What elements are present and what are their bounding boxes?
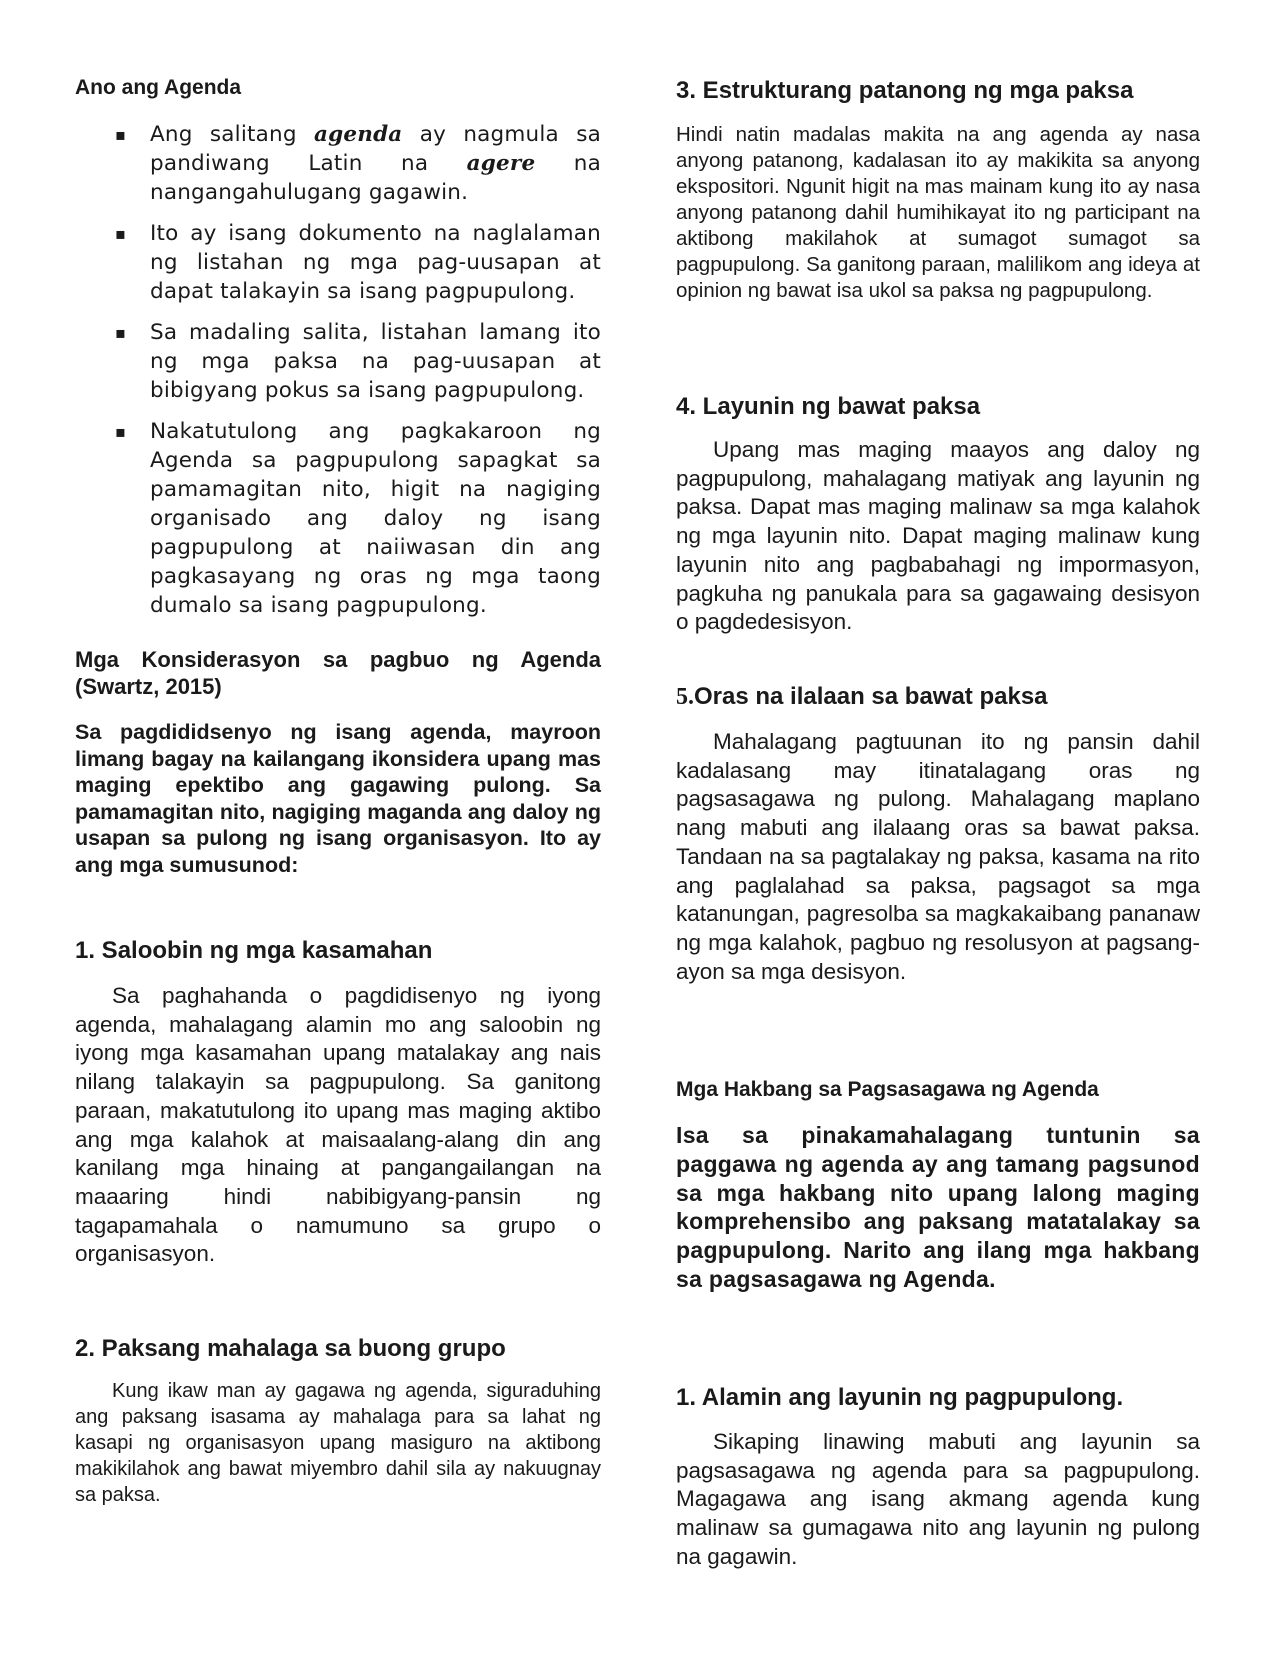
section-1-body: Sa paghahanda o pagdidisenyo ng iyong agenda, mahalagang alamin mo ang saloobin ng iyong mga kasamahan upang matalakay ang nais nilang talakayin sa pagpupulong. Sa ganitong paraan, makatutulong ito upang mas maging aktibo ang mga kalahok at maisaalang-alang din ang kanilang mga hinaing at pangangailangan na maaaring hindi nabibigyang-pansin ng tagapamahala o namumuno sa grupo o organisasyon. [75, 983, 601, 1267]
section-5-body: Mahalagang pagtuunan ito ng pansin dahil kadalasang may itinatalagang oras ng pagsasagawa ng pulong. Mahalagang maplano nang mabuti ang ilalaang oras sa bawat paksa. Tandaan na sa pagtalakay ng paksa, kasama na rito ang paglalahad sa paksa, pagsagot sa mga katanungan, pagresolba sa magkakaibang pananaw ng mga kalahok, pagbuo ng resolusyon at pagsang-ayon sa mga desisyon. [676, 729, 1200, 984]
section-1-heading: 1. Saloobin ng mga kasamahan [75, 937, 433, 964]
step-1-body: Sikaping linawing mabuti ang layunin sa pagsasagawa ng agenda para sa pagpupulong. Magagawa ang isang akmang agenda kung malinaw sa gumagawa nito ang layunin ng pulong na gagawin. [676, 1429, 1200, 1569]
bullet-marker: ▪ [115, 422, 127, 441]
section-4-heading: 4. Layunin ng bawat paksa [676, 393, 981, 420]
bullet-item [75, 120, 601, 207]
section-5-heading [676, 682, 1200, 712]
section-3-heading: 3. Estrukturang patanong ng mga paksa [676, 77, 1134, 104]
bullet-marker: ▪ [115, 224, 127, 243]
definition-bullet-list [75, 120, 601, 632]
section-2-body: Kung ikaw man ay gagawa ng agenda, siguraduhing ang paksang isasama ay mahalaga para sa lahat ng kasapi ng organisasyon upang masiguro na aktibong makikilahok ang bawat miyembro dahil sila ay nakuugnay sa paksa. [75, 1380, 601, 1506]
considerations-intro: Sa pagdididsenyo ng isang agenda, mayroon limang bagay na kailangang ikonsidera upang mas maging epektibo ang gagawing pulong. Sa pamamagitan nito, nagiging maganda ang daloy ng usapan sa pulong ng isang organisasyon. Ito ay ang mga sumusunod: [75, 720, 601, 877]
bullet-text: Ito ay isang dokumento na naglalaman ng listahan ng mga pag-uusapan at dapat talakayin sa isang pagpupulong. [150, 221, 601, 304]
bullet-text: Nakatutulong ang pagkakaroon ng Agenda sa pagpupulong sapagkat sa pamamagitan nito, higit na nagiging organisado ang daloy ng isang pagpupulong at naiiwasan din ang pagkasayang ng oras ng mga taong dumalo sa isang pagpupulong. [150, 419, 601, 618]
steps-heading: Mga Hakbang sa Pagsasagawa ng Agenda [676, 1078, 1099, 1101]
step-1-heading: 1. Alamin ang layunin ng pagpupulong. [676, 1384, 1124, 1411]
bullet-item [75, 219, 601, 306]
bullet-text-mid: ay nagmula sa pandiwang Latin na [150, 122, 602, 176]
considerations-heading: Mga Konsiderasyon sa pagbuo ng Agenda (Swartz, 2015) [75, 647, 601, 699]
section-2-heading: 2. Paksang mahalaga sa buong grupo [75, 1335, 506, 1362]
section-4-body: Upang mas maging maayos ang daloy ng pagpupulong, mahalagang matiyak ang layunin ng paksa. Dapat mas maging malinaw sa mga kalahok ng mga layunin nito. Dapat maging malinaw kung layunin nito ang pagbabahagi ng impormasyon, pagkuha ng panukala para sa gagawaing desisyon o pagdedesisyon. [676, 437, 1200, 635]
bullet-item [75, 417, 601, 620]
term-agere: agere [466, 151, 536, 176]
bullet-text: Sa madaling salita, listahan lamang ito ng mga paksa na pag-uusapan at bibigyang pokus sa isang pagpupulong. [150, 320, 601, 403]
section-5-title: Oras na ilalaan sa bawat paksa [694, 683, 1048, 710]
intro-heading: Ano ang Agenda [75, 76, 242, 99]
section-3-body: Hindi natin madalas makita na ang agenda ay nasa anyong patanong, kadalasan ito ay makikita sa anyong ekspositori. Ngunit higit na mas mainam kung ito ay nasa anyong patanong dahil humihikayat ito ng participant na aktibong makilahok at sumagot sumagot sa pagpupulong. Sa ganitong paraan, malilikom ang ideya at opinion ng bawat isa ukol sa paksa ng pagpupulong. [676, 123, 1200, 302]
term-agenda: agenda [314, 122, 403, 147]
bullet-marker: ▪ [115, 323, 127, 342]
bullet-marker: ▪ [115, 125, 127, 144]
bullet-text-pre: Ang salitang [150, 122, 314, 147]
bullet-item [75, 318, 601, 405]
bullet-text-post: na nangangahulugang gagawin. [150, 151, 601, 205]
steps-intro: Isa sa pinakamahalagang tuntunin sa paggawa ng agenda ay ang tamang pagsunod sa mga hakbang nito upang lalong maging komprehensibo ang paksang matatalakay sa pagpupulong. Narito ang ilang mga hakbang sa pagsasagawa ng Agenda. [676, 1122, 1200, 1292]
section-5-number: 5. [676, 684, 694, 710]
